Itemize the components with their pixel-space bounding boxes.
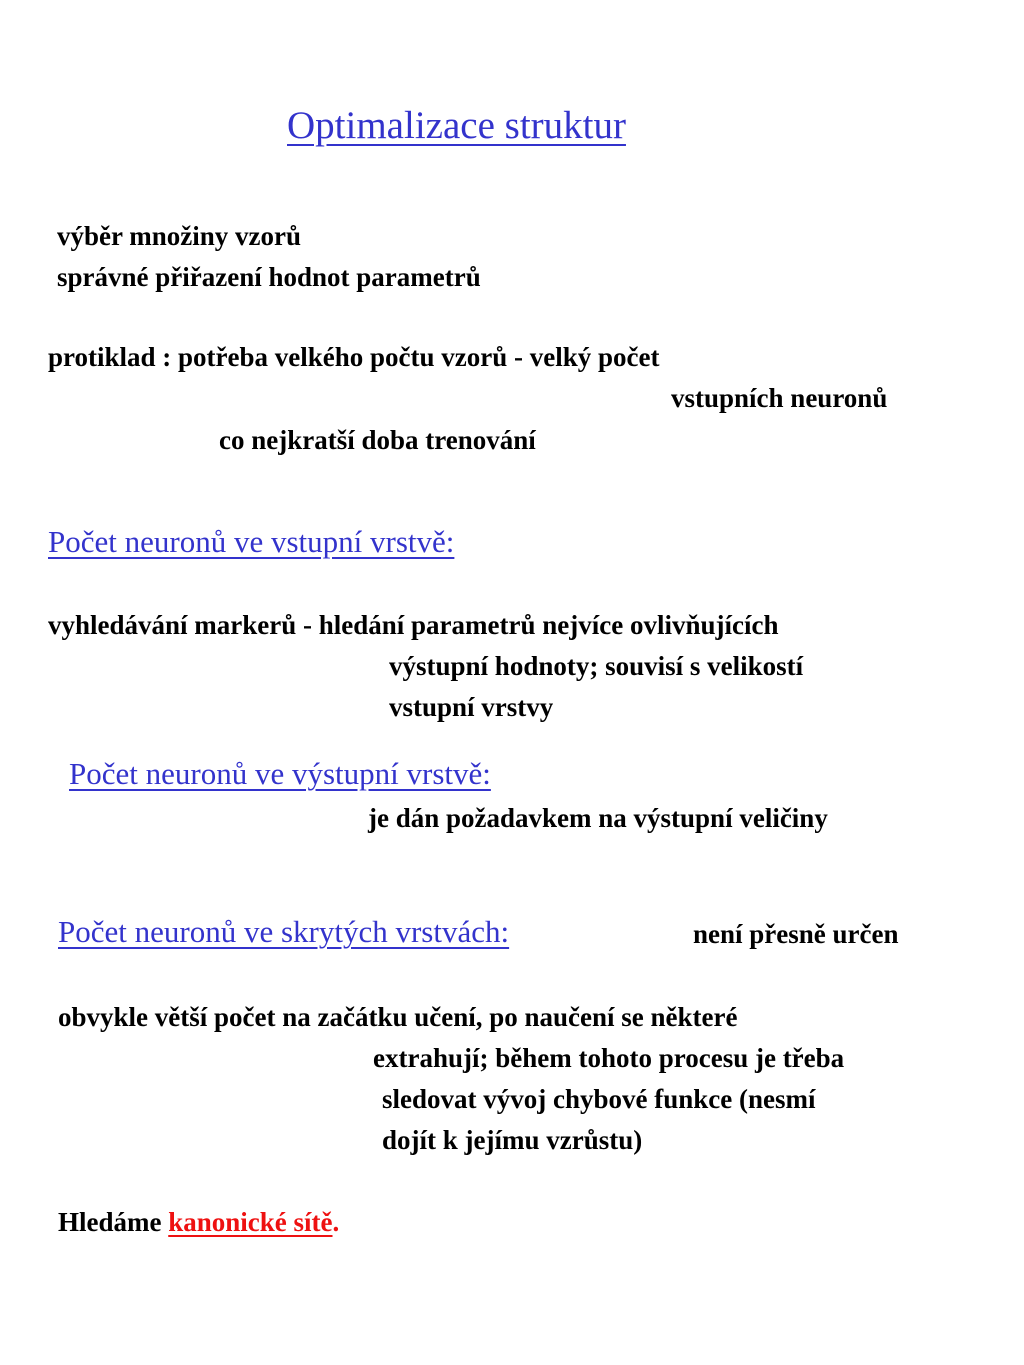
output-layer-line-1: je dán požadavkem na výstupní veličiny bbox=[368, 803, 828, 833]
protiklad-line-3: co nejkratší doba trenování bbox=[219, 425, 536, 455]
hidden-layers-heading: Počet neuronů ve skrytých vrstvách: bbox=[58, 914, 510, 949]
conclusion-prefix: Hledáme bbox=[58, 1207, 169, 1237]
input-layer-line-1: vyhledávání markerů - hledání parametrů nejvíce ovlivňujících bbox=[48, 610, 779, 640]
protiklad-line-1: protiklad : potřeba velkého počtu vzorů - velký počet bbox=[48, 342, 660, 372]
intro-line-1: výběr množiny vzorů bbox=[57, 221, 301, 251]
conclusion-highlight-link[interactable]: kanonické sítě bbox=[168, 1207, 333, 1237]
page-title: Optimalizace struktur bbox=[287, 104, 626, 147]
protiklad-line-2: vstupních neuronů bbox=[671, 383, 888, 413]
conclusion bbox=[58, 1209, 339, 1236]
input-layer-line-3: vstupní vrstvy bbox=[389, 692, 554, 722]
hidden-layers-inline-text: není přesně určen bbox=[693, 919, 899, 949]
input-layer-line-2: výstupní hodnoty; souvisí s velikostí bbox=[389, 651, 804, 681]
output-layer-heading: Počet neuronů ve výstupní vrstvě: bbox=[69, 756, 491, 791]
intro-line-2: správné přiřazení hodnot parametrů bbox=[57, 262, 481, 292]
hidden-layers-line-2: extrahují; během tohoto procesu je třeba bbox=[373, 1043, 845, 1073]
input-layer-heading: Počet neuronů ve vstupní vrstvě: bbox=[48, 524, 455, 559]
conclusion-suffix: . bbox=[332, 1207, 340, 1237]
hidden-layers-line-4: dojít k jejímu vzrůstu) bbox=[382, 1125, 643, 1155]
hidden-layers-line-3: sledovat vývoj chybové funkce (nesmí bbox=[382, 1084, 816, 1114]
hidden-layers-line-1: obvykle větší počet na začátku učení, po naučení se některé bbox=[58, 1002, 738, 1032]
